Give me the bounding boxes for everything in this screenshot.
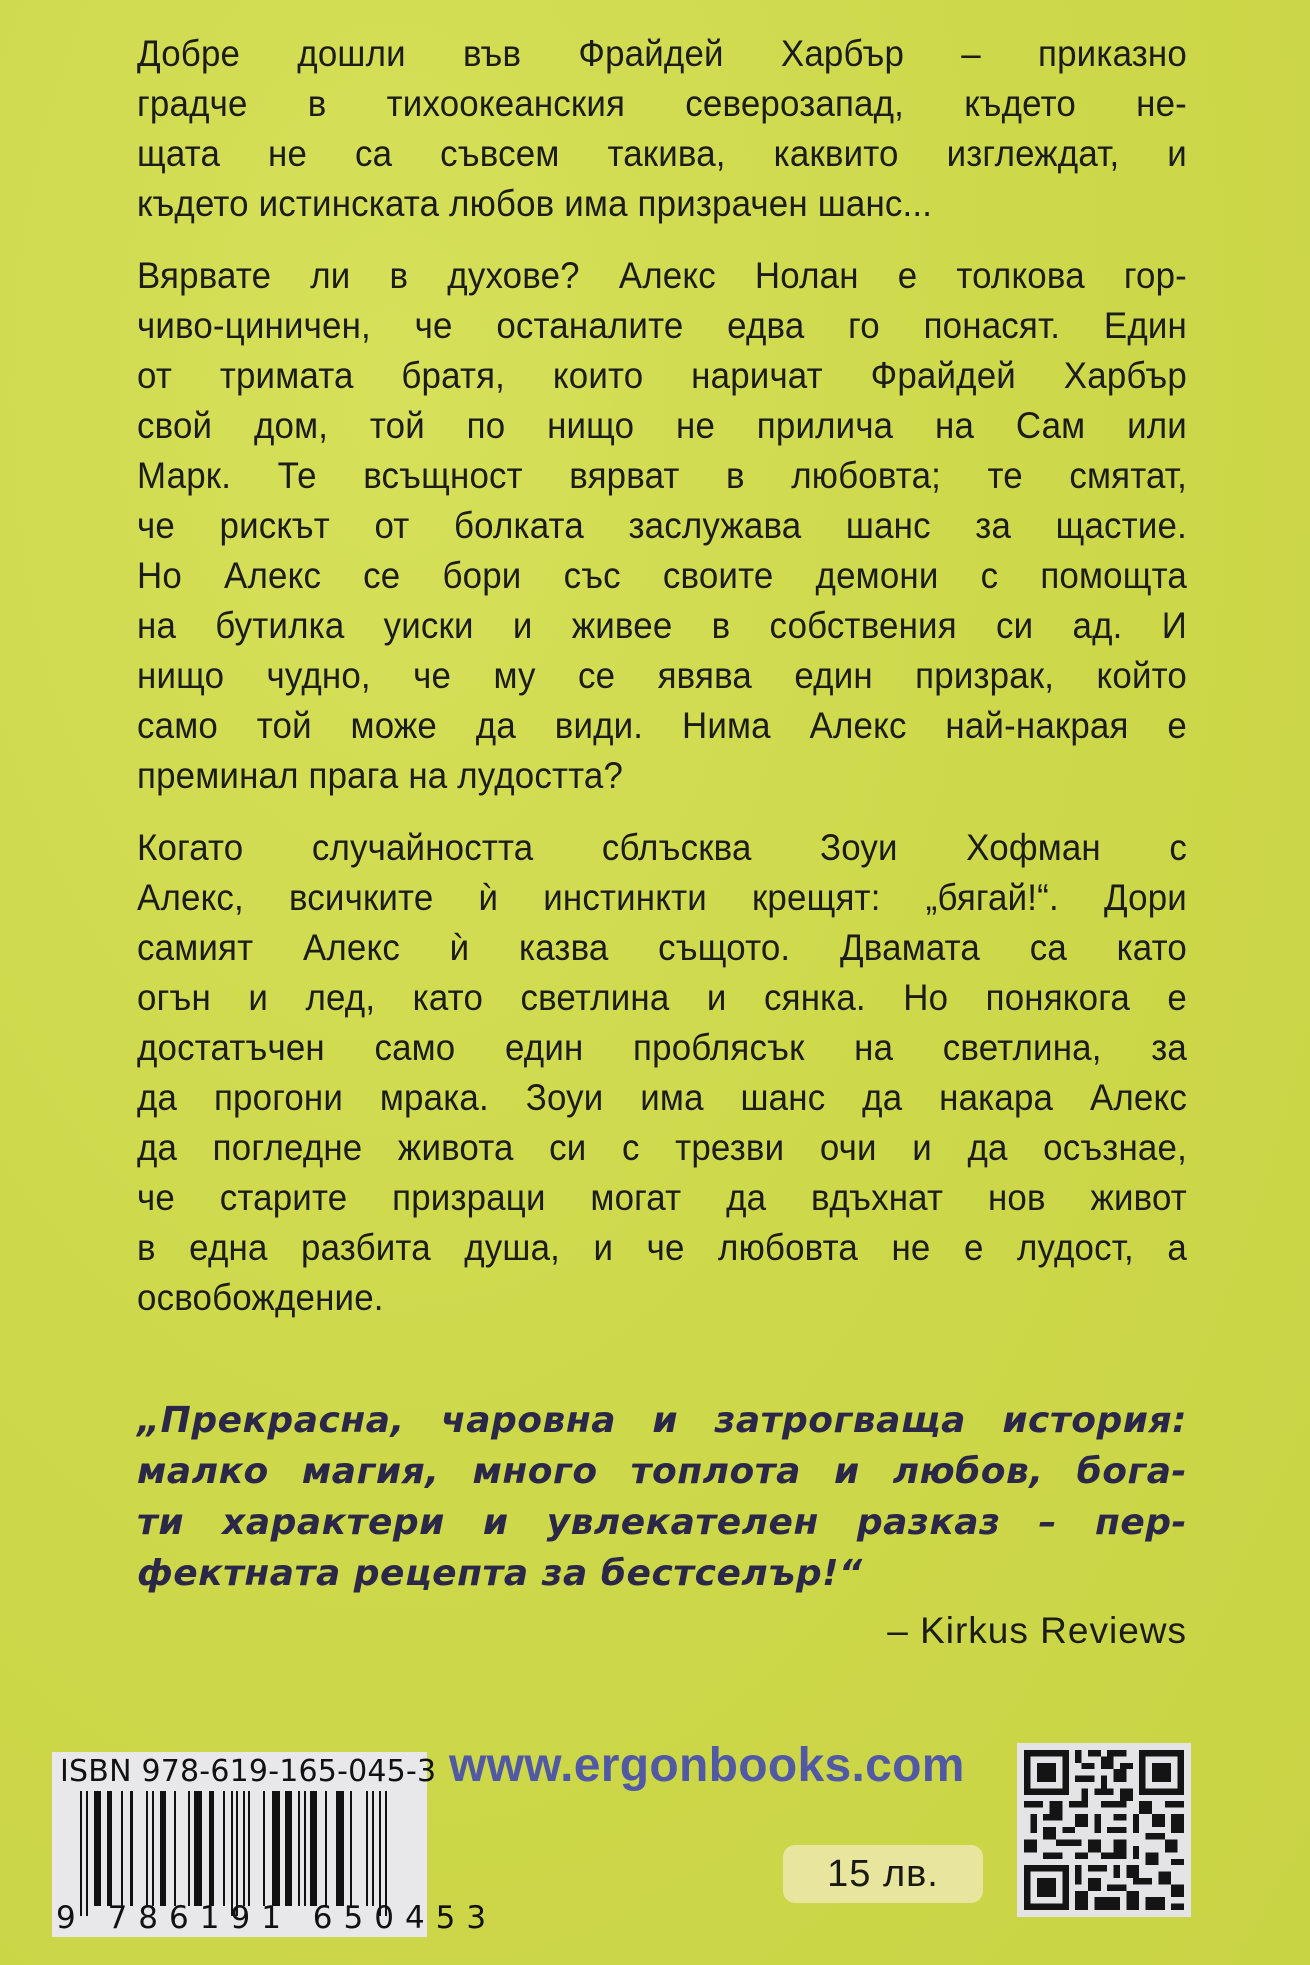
barcode-digits: 9 786191 650453 xyxy=(56,1900,498,1936)
text-line: от тримата братя, които наричат Фрайдей Харбър xyxy=(137,354,1187,396)
text-line: да прогони мрака. Зоуи има шанс да накара Алекс xyxy=(137,1076,1187,1118)
price-badge: 15 лв. xyxy=(783,1845,983,1903)
text-line: Добре дошли във Фрайдей Харбър – приказно xyxy=(137,32,1187,74)
blurb-paragraph-3 xyxy=(137,822,1187,1322)
text-line: Марк. Те всъщност вярват в любовта; те смятат, xyxy=(137,454,1187,496)
text-line: чиво-циничен, че останалите едва го понасят. Един xyxy=(137,304,1187,346)
text-line: освобождение. xyxy=(137,1276,384,1318)
isbn-barcode-block xyxy=(52,1752,498,1937)
text-line: само той може да види. Нима Алекс най-накрая е xyxy=(137,704,1187,746)
review-source: – Kirkus Reviews xyxy=(887,1610,1187,1651)
quote-line: „Прекрасна, чаровна и затрогваща история: xyxy=(137,1400,1187,1441)
text-line: Алекс, всичките ѝ инстинкти крещят: „бягай!“. Дори xyxy=(137,876,1187,918)
publisher-url[interactable]: www.ergonbooks.com xyxy=(449,1739,965,1792)
text-line: където истинската любов има призрачен шанс... xyxy=(137,182,933,224)
text-line: достатъчен само един проблясък на светлина, за xyxy=(137,1026,1187,1068)
text-line: преминал прага на лудостта? xyxy=(137,754,624,796)
text-line: свой дом, той по нищо не прилича на Сам или xyxy=(137,404,1187,446)
text-line: Вярвате ли в духове? Алекс Нолан е толкова гор- xyxy=(137,254,1187,296)
text-line: самият Алекс ѝ казва същото. Двамата са като xyxy=(137,926,1187,968)
book-blurb xyxy=(137,28,1187,1344)
text-line: в една разбита душа, и че любовта не е лудост, а xyxy=(137,1226,1187,1268)
text-line: нищо чудно, че му се явява един призрак, който xyxy=(137,654,1187,696)
isbn-label: ISBN 978-619-165-045-3 xyxy=(60,1754,437,1789)
quote-line: малко магия, много топлота и любов, бога- xyxy=(137,1451,1187,1492)
qr-code-icon[interactable] xyxy=(1017,1743,1191,1917)
quote-line: ти характери и увлекателен разказ – пер- xyxy=(137,1502,1187,1543)
review-quote xyxy=(137,1395,1187,1599)
text-line: градче в тихоокеанския северозапад, където не- xyxy=(137,82,1187,124)
text-line: Но Алекс се бори със своите демони с помощта xyxy=(137,554,1187,596)
text-line: да погледне живота си с трезви очи и да осъзнае, xyxy=(137,1126,1187,1168)
text-line: че рискът от болката заслужава шанс за щастие. xyxy=(137,504,1187,546)
text-line: огън и лед, като светлина и сянка. Но понякога е xyxy=(137,976,1187,1018)
text-line: Когато случайността сблъсква Зоуи Хофман с xyxy=(137,826,1187,868)
blurb-paragraph-1 xyxy=(137,28,1187,228)
text-line: че старите призраци могат да вдъхнат нов живот xyxy=(137,1176,1187,1218)
text-line: щата не са съвсем такива, каквито изглеждат, и xyxy=(137,132,1187,174)
barcode-icon xyxy=(80,1791,400,1916)
quote-line: фектната рецепта за бестселър!“ xyxy=(137,1553,863,1594)
blurb-paragraph-2 xyxy=(137,250,1187,800)
qr-code-graphic xyxy=(1024,1750,1184,1910)
text-line: на бутилка уиски и живее в собствения си ад. И xyxy=(137,604,1187,646)
